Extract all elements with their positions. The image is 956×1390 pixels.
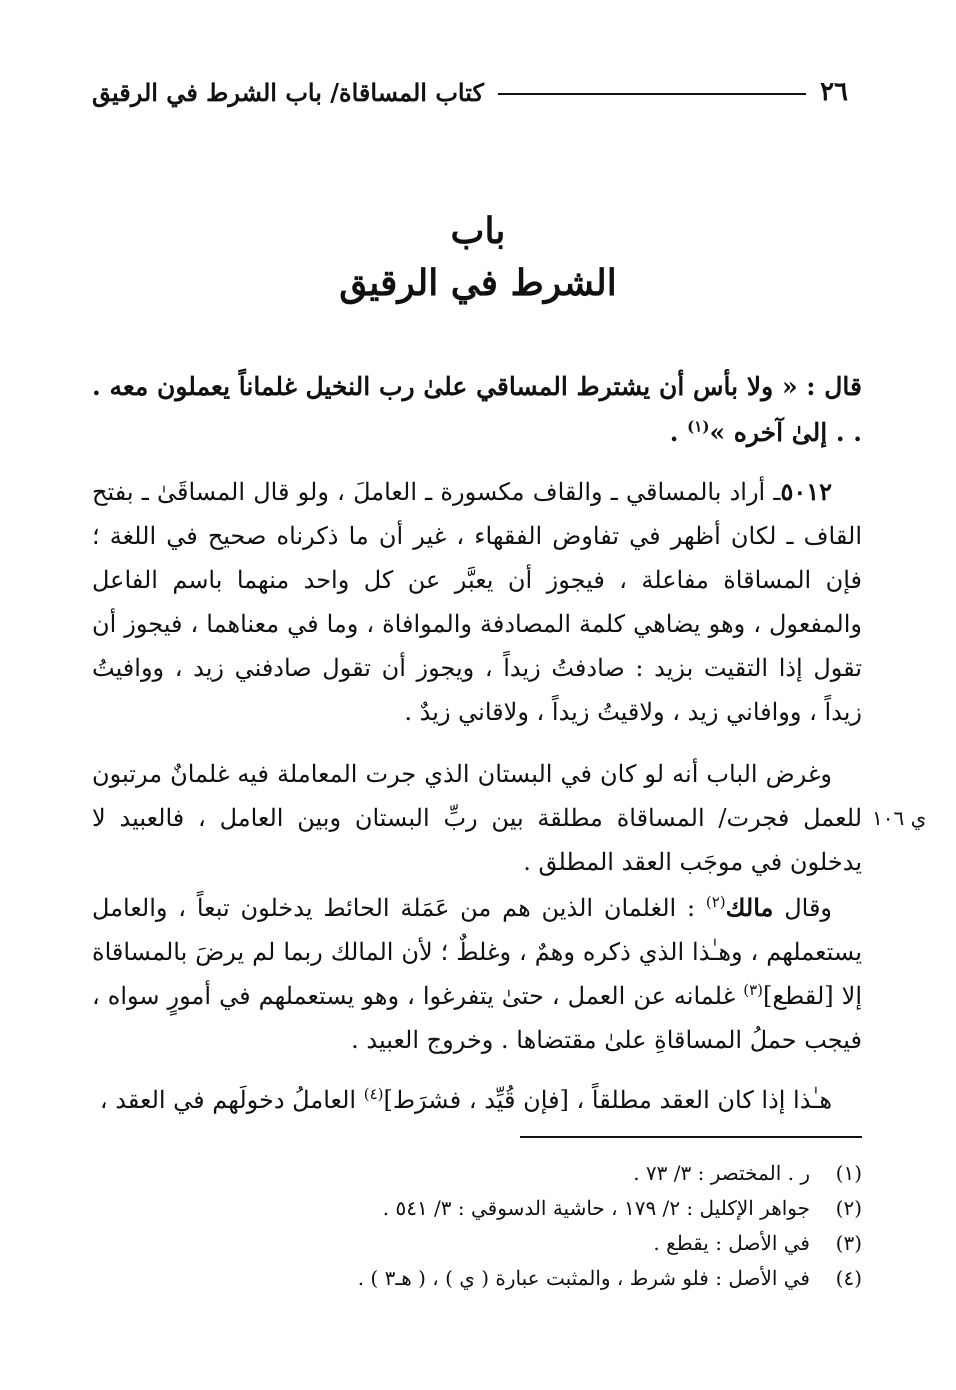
paragraph-3 xyxy=(92,886,862,1062)
chapter-label: باب xyxy=(450,210,506,252)
footnote-rule xyxy=(520,1136,862,1138)
paragraph-number: ٥٠١٢ xyxy=(780,477,832,506)
scholar-name: مالك xyxy=(725,893,774,922)
header-rule xyxy=(498,93,806,95)
paragraph-body: وغرض الباب أنه لو كان في البستان الذي جرت المعاملة فيه غلمانٌ مرتبون للعمل فجرت/ المساقاة مطلقة بين ربِّ البستان وبين العامل ، فالعبيد لا يدخلون في موجَب العقد المطلق . xyxy=(92,760,863,876)
footnote xyxy=(140,1226,862,1261)
quote-end: . xyxy=(669,418,688,447)
chapter-title: الشرط في الرقيق xyxy=(339,262,617,304)
footnote xyxy=(140,1261,862,1296)
footnote xyxy=(140,1191,862,1226)
paragraph-body-continued: غلمانه عن العمل ، حتىٰ يتفرغوا ، وهو يستعملهم في أمورٍ سواه ، فيجب حملُ المساقاةِ علىٰ مقتضاها . وخروج العبيد . xyxy=(92,982,862,1054)
footnote-number: (١) xyxy=(835,1161,862,1185)
footnote-text: ر . المختصر : ٣/ ٧٣ . xyxy=(633,1161,810,1185)
footnotes xyxy=(140,1156,862,1296)
paragraph-5012 xyxy=(92,470,862,734)
quoted-text xyxy=(92,364,862,456)
paragraph-body: : الغلمان الذين هم من عَمَلة الحائط يدخلون تبعاً ، والعامل يستعملهم ، وهـٰذا الذي ذكره وهمٌ ، وغلطٌ ؛ لأن المالك ربما لم يرضَ بالمساقاة إلا [لقطع] xyxy=(92,894,863,1010)
paragraph-lead: وقال xyxy=(784,894,832,922)
paragraph-2 xyxy=(92,752,862,884)
footnote-number: (٢) xyxy=(835,1196,862,1220)
footnote-marker-2: (٢) xyxy=(705,893,726,911)
footnote-text: في الأصل : فلو شرط ، والمثبت عبارة ( ي ) ، ( هـ٣ ) . xyxy=(357,1266,810,1290)
paragraph-body: هـٰذا إذا كان العقد مطلقاً ، [فإن قُيِّد ، فشرَط] xyxy=(383,1086,832,1114)
footnote-number: (٣) xyxy=(835,1231,862,1255)
margin-page-reference: ي ١٠٦ xyxy=(872,806,927,830)
paragraph-4 xyxy=(92,1078,862,1122)
footnote xyxy=(140,1156,862,1191)
footnote-text: في الأصل : يقطع . xyxy=(653,1231,810,1255)
page-header xyxy=(92,70,848,114)
footnote-marker-1: (١) xyxy=(687,417,710,436)
footnote-marker-4: (٤) xyxy=(363,1085,384,1103)
footnote-number: (٤) xyxy=(835,1266,862,1290)
quote-body: قال : « ولا بأس أن يشترط المساقي علىٰ رب النخيل غلماناً يعملون معه . . . إلىٰ آخره » xyxy=(92,372,862,447)
page-number: ٢٦ xyxy=(820,77,848,107)
footnote-marker-3: (٣) xyxy=(743,981,763,999)
paragraph-body: ـ أراد بالمساقي ـ والقاف مكسورة ـ العاملَ ، ولو قال المساقَىٰ ـ بفتح القاف ـ لكان أظهر في تفاوض الفقهاء ، غير أن ما ذكرناه صحيح في اللغة ؛ فإن المساقاة مفاعلة ، فيجوز أن يعبَّر عن كل واحد منهما باسم الفاعل والمفعول ، وهو يضاهي كلمة المصادفة والموافاة ، وما في معناهما ، فيجوز أن تقول إذا التقيت بزيد : صادفتُ زيداً ، ويجوز أن تقول صادفني زيد ، ووافيتُ زيداً ، ووافاني زيد ، ولاقيتُ زيداً ، ولاقاني زيدٌ . xyxy=(92,478,862,726)
running-title: كتاب المساقاة/ باب الشرط في الرقيق xyxy=(92,77,484,107)
footnote-text: جواهر الإكليل : ٢/ ١٧٩ ، حاشية الدسوقي : ٣/ ٥٤١ . xyxy=(382,1196,810,1220)
paragraph-body-continued: العاملُ دخولَهم في العقد ، xyxy=(99,1086,364,1114)
